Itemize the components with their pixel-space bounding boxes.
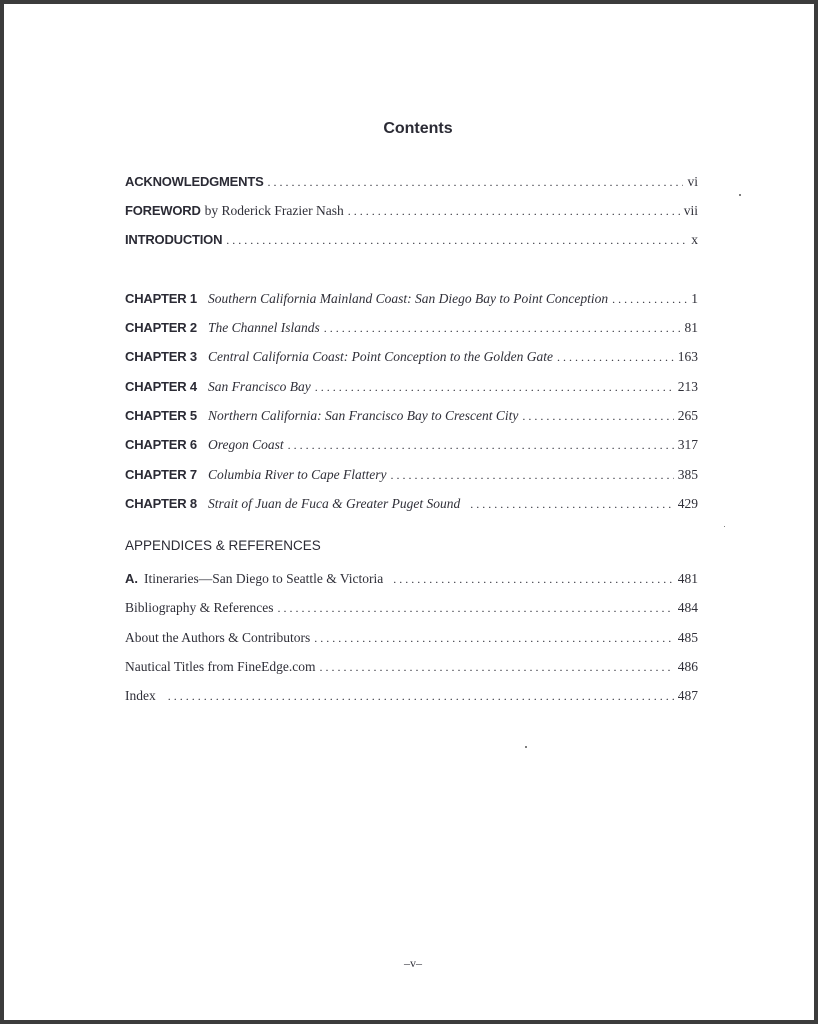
chapter-label: CHAPTER 4 [125,379,197,394]
dot-leader [348,204,680,219]
page-title: Contents [383,120,453,137]
page-number: 484 [677,600,698,615]
dot-leader [522,409,673,424]
entry-subtitle: by Roderick Frazier Nash [204,203,344,218]
toc-entry-chapter-2 [125,320,698,340]
chapter-label: CHAPTER 2 [125,320,197,335]
appendix-title: Index [125,688,156,703]
page-number: 487 [677,688,698,703]
chapter-title: The Channel Islands [208,320,320,335]
page-number: 213 [677,379,698,394]
toc-entry-introduction [125,232,698,252]
chapter-label: CHAPTER 6 [125,437,197,452]
chapter-title: Strait of Juan de Fuca & Greater Puget Sound [208,496,461,511]
dot-leader [288,438,674,453]
dot-leader [612,292,687,307]
page-number: 163 [677,349,698,364]
chapter-title: Central California Coast: Point Conception to the Golden Gate [208,349,553,364]
dot-leader [315,380,674,395]
toc-entry-about-authors [125,630,698,650]
chapter-title: Southern California Mainland Coast: San Diego Bay to Point Conception [208,291,609,306]
page-number: 485 [677,630,698,645]
page-number: vi [687,174,698,189]
page-number: 1 [691,291,698,306]
chapter-title: San Francisco Bay [208,379,311,394]
dot-leader [226,233,687,248]
scan-speck [739,194,741,196]
chapter-title: Northern California: San Francisco Bay to Crescent City [208,408,519,423]
page-number: 265 [677,408,698,423]
appendices-heading: APPENDICES & REFERENCES [125,538,321,553]
chapter-label: CHAPTER 3 [125,349,197,364]
appendix-title: Itineraries—San Diego to Seattle & Victoria [144,571,384,586]
dot-leader [168,689,674,704]
page-number: 385 [677,467,698,482]
page-folio: –v– [404,956,422,970]
dot-leader [277,601,673,616]
dot-leader [470,497,674,512]
toc-entry-chapter-4 [125,379,698,399]
toc-entry-chapter-3 [125,349,698,369]
chapter-title: Oregon Coast [208,437,284,452]
entry-label: INTRODUCTION [125,232,223,247]
page-number: x [691,232,698,247]
toc-entry-appendix-a [125,571,698,591]
dot-leader [314,631,674,646]
entry-label: FOREWORD [125,203,201,218]
dot-leader [557,350,674,365]
chapter-label: CHAPTER 8 [125,496,197,511]
dot-leader [268,175,684,190]
document-page [4,4,814,1020]
dot-leader [393,572,674,587]
chapter-label: CHAPTER 7 [125,467,197,482]
toc-entry-chapter-1 [125,291,698,311]
chapter-label: CHAPTER 5 [125,408,197,423]
dot-leader [324,321,681,336]
appendix-title: About the Authors & Contributors [125,630,311,645]
dot-leader [319,660,673,675]
page-number: 81 [684,320,698,335]
appendix-title: Bibliography & References [125,600,274,615]
toc-entry-chapter-7 [125,467,698,487]
chapter-title: Columbia River to Cape Flattery [208,467,387,482]
toc-entry-index [125,688,698,708]
appendix-label: A. [125,571,138,586]
toc-entry-chapter-5 [125,408,698,428]
dot-leader [390,468,673,483]
toc-entry-foreword [125,203,698,223]
page-number: 481 [677,571,698,586]
entry-label: ACKNOWLEDGMENTS [125,174,264,189]
page-number: 317 [677,437,698,452]
page-number: 429 [677,496,698,511]
toc-entry-bibliography [125,600,698,620]
toc-entry-nautical-titles [125,659,698,679]
toc-entry-acknowledgments [125,174,698,194]
page-number: vii [683,203,698,218]
toc-entry-chapter-8 [125,496,698,516]
appendix-title: Nautical Titles from FineEdge.com [125,659,316,674]
scan-speck [724,526,725,527]
chapter-label: CHAPTER 1 [125,291,197,306]
page-number: 486 [677,659,698,674]
scan-speck [525,746,527,748]
toc-entry-chapter-6 [125,437,698,457]
